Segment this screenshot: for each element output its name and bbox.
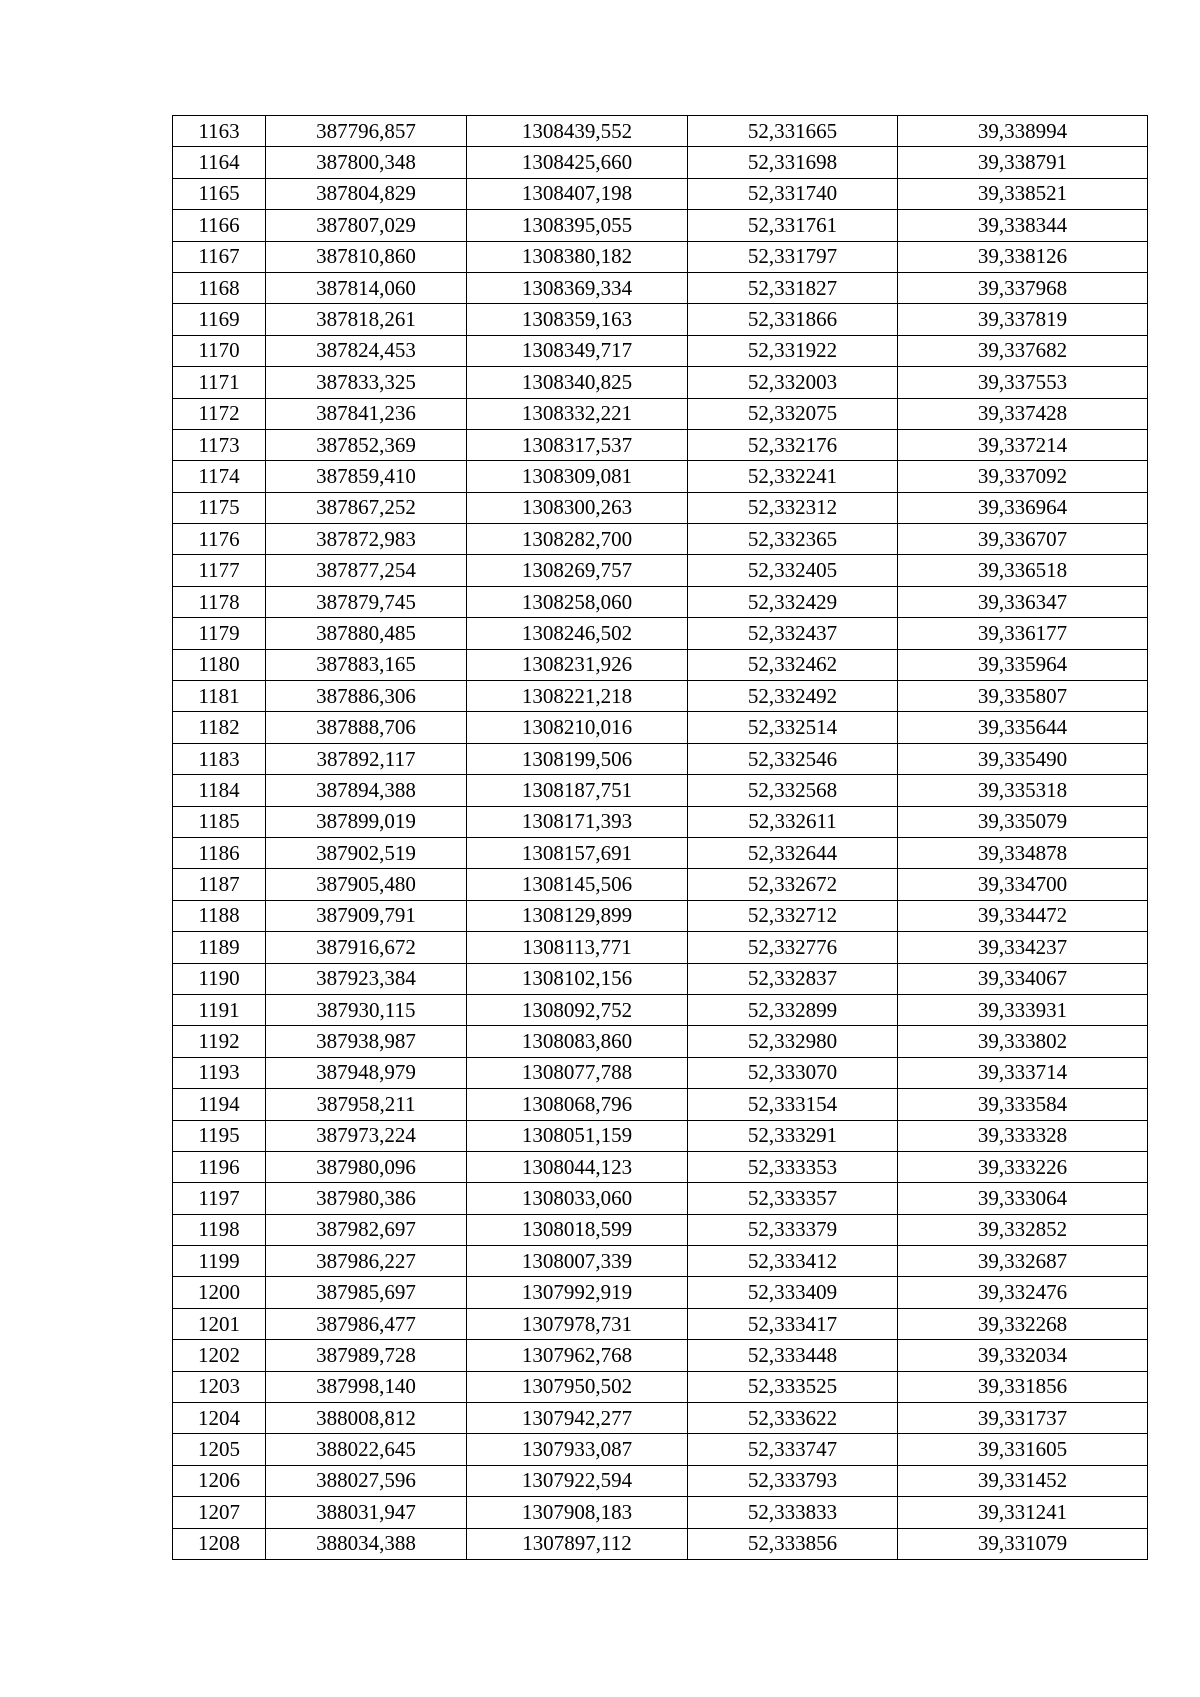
table-row [173,775,1148,806]
x-coordinate-cell: 388022,645 [266,1434,467,1465]
table-row [173,1183,1148,1214]
point-number-cell: 1170 [173,335,266,366]
point-number-cell: 1193 [173,1057,266,1088]
y-coordinate-cell: 1307992,919 [467,1277,688,1308]
longitude-cell: 39,337819 [898,304,1148,335]
x-coordinate-cell: 387909,791 [266,900,467,931]
y-coordinate-cell: 1307922,594 [467,1465,688,1496]
longitude-cell: 39,332034 [898,1340,1148,1371]
table-row [173,1057,1148,1088]
y-coordinate-cell: 1308102,156 [467,963,688,994]
x-coordinate-cell: 387930,115 [266,994,467,1025]
x-coordinate-cell: 387894,388 [266,775,467,806]
x-coordinate-cell: 388034,388 [266,1528,467,1559]
latitude-cell: 52,332429 [688,586,898,617]
y-coordinate-cell: 1308068,796 [467,1089,688,1120]
point-number-cell: 1206 [173,1465,266,1496]
x-coordinate-cell: 387973,224 [266,1120,467,1151]
x-coordinate-cell: 387867,252 [266,492,467,523]
longitude-cell: 39,335318 [898,775,1148,806]
point-number-cell: 1191 [173,994,266,1025]
longitude-cell: 39,335644 [898,712,1148,743]
y-coordinate-cell: 1308157,691 [467,837,688,868]
table-row [173,743,1148,774]
point-number-cell: 1177 [173,555,266,586]
point-number-cell: 1167 [173,241,266,272]
point-number-cell: 1196 [173,1151,266,1182]
y-coordinate-cell: 1308051,159 [467,1120,688,1151]
latitude-cell: 52,331922 [688,335,898,366]
latitude-cell: 52,332712 [688,900,898,931]
table-row [173,712,1148,743]
latitude-cell: 52,332492 [688,681,898,712]
point-number-cell: 1198 [173,1214,266,1245]
y-coordinate-cell: 1307942,277 [467,1403,688,1434]
x-coordinate-cell: 387833,325 [266,367,467,398]
point-number-cell: 1197 [173,1183,266,1214]
longitude-cell: 39,333584 [898,1089,1148,1120]
longitude-cell: 39,338521 [898,178,1148,209]
table-row [173,900,1148,931]
longitude-cell: 39,337214 [898,429,1148,460]
x-coordinate-cell: 387818,261 [266,304,467,335]
longitude-cell: 39,336347 [898,586,1148,617]
longitude-cell: 39,333931 [898,994,1148,1025]
y-coordinate-cell: 1308113,771 [467,932,688,963]
x-coordinate-cell: 387810,860 [266,241,467,272]
x-coordinate-cell: 387888,706 [266,712,467,743]
latitude-cell: 52,333154 [688,1089,898,1120]
point-number-cell: 1194 [173,1089,266,1120]
table-row [173,304,1148,335]
latitude-cell: 52,333448 [688,1340,898,1371]
y-coordinate-cell: 1308210,016 [467,712,688,743]
longitude-cell: 39,333802 [898,1026,1148,1057]
latitude-cell: 52,332899 [688,994,898,1025]
x-coordinate-cell: 387985,697 [266,1277,467,1308]
y-coordinate-cell: 1308395,055 [467,210,688,241]
point-number-cell: 1182 [173,712,266,743]
y-coordinate-cell: 1308359,163 [467,304,688,335]
x-coordinate-cell: 387880,485 [266,618,467,649]
latitude-cell: 52,333793 [688,1465,898,1496]
longitude-cell: 39,334700 [898,869,1148,900]
x-coordinate-cell: 387980,096 [266,1151,467,1182]
point-number-cell: 1173 [173,429,266,460]
y-coordinate-cell: 1308221,218 [467,681,688,712]
x-coordinate-cell: 387807,029 [266,210,467,241]
latitude-cell: 52,332546 [688,743,898,774]
x-coordinate-cell: 388031,947 [266,1497,467,1528]
table-row [173,1340,1148,1371]
point-number-cell: 1175 [173,492,266,523]
x-coordinate-cell: 387872,983 [266,524,467,555]
y-coordinate-cell: 1308269,757 [467,555,688,586]
table-row [173,932,1148,963]
point-number-cell: 1187 [173,869,266,900]
longitude-cell: 39,338344 [898,210,1148,241]
latitude-cell: 52,331866 [688,304,898,335]
table-row [173,1151,1148,1182]
point-number-cell: 1169 [173,304,266,335]
point-number-cell: 1202 [173,1340,266,1371]
longitude-cell: 39,331605 [898,1434,1148,1465]
table-row [173,398,1148,429]
x-coordinate-cell: 387986,227 [266,1246,467,1277]
y-coordinate-cell: 1308007,339 [467,1246,688,1277]
longitude-cell: 39,336707 [898,524,1148,555]
y-coordinate-cell: 1307933,087 [467,1434,688,1465]
table-row [173,178,1148,209]
point-number-cell: 1186 [173,837,266,868]
latitude-cell: 52,332241 [688,461,898,492]
latitude-cell: 52,333412 [688,1246,898,1277]
latitude-cell: 52,332365 [688,524,898,555]
latitude-cell: 52,332980 [688,1026,898,1057]
longitude-cell: 39,334472 [898,900,1148,931]
y-coordinate-cell: 1308145,506 [467,869,688,900]
x-coordinate-cell: 387879,745 [266,586,467,617]
point-number-cell: 1205 [173,1434,266,1465]
table-row [173,1214,1148,1245]
longitude-cell: 39,338994 [898,116,1148,147]
y-coordinate-cell: 1308246,502 [467,618,688,649]
longitude-cell: 39,338126 [898,241,1148,272]
y-coordinate-cell: 1308231,926 [467,649,688,680]
table-row [173,1371,1148,1402]
point-number-cell: 1203 [173,1371,266,1402]
longitude-cell: 39,331241 [898,1497,1148,1528]
point-number-cell: 1185 [173,806,266,837]
longitude-cell: 39,335964 [898,649,1148,680]
point-number-cell: 1174 [173,461,266,492]
longitude-cell: 39,333328 [898,1120,1148,1151]
x-coordinate-cell: 387886,306 [266,681,467,712]
latitude-cell: 52,333833 [688,1497,898,1528]
x-coordinate-cell: 387948,979 [266,1057,467,1088]
latitude-cell: 52,331797 [688,241,898,272]
longitude-cell: 39,331856 [898,1371,1148,1402]
table-row [173,272,1148,303]
longitude-cell: 39,331079 [898,1528,1148,1559]
y-coordinate-cell: 1308077,788 [467,1057,688,1088]
point-number-cell: 1195 [173,1120,266,1151]
table-row [173,586,1148,617]
x-coordinate-cell: 387892,117 [266,743,467,774]
table-row [173,147,1148,178]
latitude-cell: 52,333353 [688,1151,898,1182]
point-number-cell: 1207 [173,1497,266,1528]
point-number-cell: 1204 [173,1403,266,1434]
longitude-cell: 39,334878 [898,837,1148,868]
latitude-cell: 52,332075 [688,398,898,429]
x-coordinate-cell: 387852,369 [266,429,467,460]
y-coordinate-cell: 1308258,060 [467,586,688,617]
latitude-cell: 52,331761 [688,210,898,241]
x-coordinate-cell: 387916,672 [266,932,467,963]
y-coordinate-cell: 1308092,752 [467,994,688,1025]
table-row [173,1026,1148,1057]
longitude-cell: 39,332852 [898,1214,1148,1245]
longitude-cell: 39,336177 [898,618,1148,649]
latitude-cell: 52,332568 [688,775,898,806]
latitude-cell: 52,331740 [688,178,898,209]
y-coordinate-cell: 1308033,060 [467,1183,688,1214]
y-coordinate-cell: 1308199,506 [467,743,688,774]
table-row [173,1277,1148,1308]
latitude-cell: 52,333357 [688,1183,898,1214]
table-row [173,1497,1148,1528]
point-number-cell: 1164 [173,147,266,178]
table-row [173,1246,1148,1277]
table-row [173,241,1148,272]
latitude-cell: 52,333070 [688,1057,898,1088]
point-number-cell: 1165 [173,178,266,209]
x-coordinate-cell: 387902,519 [266,837,467,868]
longitude-cell: 39,336964 [898,492,1148,523]
y-coordinate-cell: 1307978,731 [467,1308,688,1339]
x-coordinate-cell: 387998,140 [266,1371,467,1402]
x-coordinate-cell: 387989,728 [266,1340,467,1371]
x-coordinate-cell: 387859,410 [266,461,467,492]
latitude-cell: 52,333622 [688,1403,898,1434]
point-number-cell: 1180 [173,649,266,680]
table-row [173,806,1148,837]
longitude-cell: 39,337428 [898,398,1148,429]
x-coordinate-cell: 387814,060 [266,272,467,303]
longitude-cell: 39,334237 [898,932,1148,963]
coordinates-table-body [173,116,1148,1560]
x-coordinate-cell: 387905,480 [266,869,467,900]
y-coordinate-cell: 1308380,182 [467,241,688,272]
table-row [173,1434,1148,1465]
table-row [173,994,1148,1025]
latitude-cell: 52,332462 [688,649,898,680]
y-coordinate-cell: 1308282,700 [467,524,688,555]
table-row [173,1465,1148,1496]
point-number-cell: 1188 [173,900,266,931]
longitude-cell: 39,335079 [898,806,1148,837]
latitude-cell: 52,332672 [688,869,898,900]
table-row [173,1089,1148,1120]
x-coordinate-cell: 387980,386 [266,1183,467,1214]
y-coordinate-cell: 1308171,393 [467,806,688,837]
latitude-cell: 52,333379 [688,1214,898,1245]
latitude-cell: 52,332437 [688,618,898,649]
x-coordinate-cell: 387883,165 [266,649,467,680]
table-row [173,367,1148,398]
coordinates-table [172,115,1148,1560]
latitude-cell: 52,332514 [688,712,898,743]
latitude-cell: 52,332644 [688,837,898,868]
latitude-cell: 52,331698 [688,147,898,178]
table-row [173,681,1148,712]
latitude-cell: 52,332003 [688,367,898,398]
table-row [173,1528,1148,1559]
x-coordinate-cell: 387982,697 [266,1214,467,1245]
longitude-cell: 39,337682 [898,335,1148,366]
longitude-cell: 39,331452 [898,1465,1148,1496]
longitude-cell: 39,335490 [898,743,1148,774]
latitude-cell: 52,332611 [688,806,898,837]
longitude-cell: 39,337092 [898,461,1148,492]
x-coordinate-cell: 388027,596 [266,1465,467,1496]
x-coordinate-cell: 387899,019 [266,806,467,837]
table-row [173,116,1148,147]
y-coordinate-cell: 1307908,183 [467,1497,688,1528]
table-row [173,618,1148,649]
point-number-cell: 1179 [173,618,266,649]
latitude-cell: 52,331665 [688,116,898,147]
latitude-cell: 52,332176 [688,429,898,460]
y-coordinate-cell: 1308369,334 [467,272,688,303]
longitude-cell: 39,338791 [898,147,1148,178]
y-coordinate-cell: 1308439,552 [467,116,688,147]
y-coordinate-cell: 1308083,860 [467,1026,688,1057]
y-coordinate-cell: 1308425,660 [467,147,688,178]
latitude-cell: 52,333525 [688,1371,898,1402]
latitude-cell: 52,332837 [688,963,898,994]
point-number-cell: 1189 [173,932,266,963]
x-coordinate-cell: 388008,812 [266,1403,467,1434]
longitude-cell: 39,332687 [898,1246,1148,1277]
latitude-cell: 52,333856 [688,1528,898,1559]
table-row [173,335,1148,366]
y-coordinate-cell: 1308317,537 [467,429,688,460]
point-number-cell: 1201 [173,1308,266,1339]
x-coordinate-cell: 387923,384 [266,963,467,994]
longitude-cell: 39,333714 [898,1057,1148,1088]
y-coordinate-cell: 1307950,502 [467,1371,688,1402]
longitude-cell: 39,337553 [898,367,1148,398]
y-coordinate-cell: 1308044,123 [467,1151,688,1182]
latitude-cell: 52,333747 [688,1434,898,1465]
table-row [173,1308,1148,1339]
point-number-cell: 1184 [173,775,266,806]
table-row [173,837,1148,868]
table-row [173,492,1148,523]
x-coordinate-cell: 387958,211 [266,1089,467,1120]
table-row [173,429,1148,460]
x-coordinate-cell: 387800,348 [266,147,467,178]
point-number-cell: 1192 [173,1026,266,1057]
point-number-cell: 1176 [173,524,266,555]
y-coordinate-cell: 1308332,221 [467,398,688,429]
longitude-cell: 39,333226 [898,1151,1148,1182]
point-number-cell: 1183 [173,743,266,774]
point-number-cell: 1178 [173,586,266,617]
y-coordinate-cell: 1307897,112 [467,1528,688,1559]
latitude-cell: 52,332776 [688,932,898,963]
point-number-cell: 1190 [173,963,266,994]
latitude-cell: 52,333417 [688,1308,898,1339]
point-number-cell: 1208 [173,1528,266,1559]
latitude-cell: 52,332312 [688,492,898,523]
table-row [173,461,1148,492]
table-row [173,963,1148,994]
longitude-cell: 39,336518 [898,555,1148,586]
point-number-cell: 1163 [173,116,266,147]
y-coordinate-cell: 1308187,751 [467,775,688,806]
table-row [173,210,1148,241]
longitude-cell: 39,335807 [898,681,1148,712]
latitude-cell: 52,332405 [688,555,898,586]
point-number-cell: 1166 [173,210,266,241]
longitude-cell: 39,331737 [898,1403,1148,1434]
point-number-cell: 1200 [173,1277,266,1308]
longitude-cell: 39,333064 [898,1183,1148,1214]
longitude-cell: 39,332268 [898,1308,1148,1339]
point-number-cell: 1168 [173,272,266,303]
table-row [173,869,1148,900]
point-number-cell: 1172 [173,398,266,429]
longitude-cell: 39,337968 [898,272,1148,303]
table-row [173,1403,1148,1434]
table-row [173,649,1148,680]
point-number-cell: 1181 [173,681,266,712]
latitude-cell: 52,333409 [688,1277,898,1308]
x-coordinate-cell: 387804,829 [266,178,467,209]
longitude-cell: 39,334067 [898,963,1148,994]
longitude-cell: 39,332476 [898,1277,1148,1308]
y-coordinate-cell: 1308349,717 [467,335,688,366]
table-row [173,555,1148,586]
x-coordinate-cell: 387986,477 [266,1308,467,1339]
y-coordinate-cell: 1308340,825 [467,367,688,398]
y-coordinate-cell: 1308407,198 [467,178,688,209]
table-row [173,1120,1148,1151]
y-coordinate-cell: 1308309,081 [467,461,688,492]
y-coordinate-cell: 1308018,599 [467,1214,688,1245]
x-coordinate-cell: 387796,857 [266,116,467,147]
latitude-cell: 52,331827 [688,272,898,303]
latitude-cell: 52,333291 [688,1120,898,1151]
y-coordinate-cell: 1308129,899 [467,900,688,931]
y-coordinate-cell: 1308300,263 [467,492,688,523]
x-coordinate-cell: 387824,453 [266,335,467,366]
x-coordinate-cell: 387938,987 [266,1026,467,1057]
x-coordinate-cell: 387841,236 [266,398,467,429]
x-coordinate-cell: 387877,254 [266,555,467,586]
table-row [173,524,1148,555]
y-coordinate-cell: 1307962,768 [467,1340,688,1371]
point-number-cell: 1171 [173,367,266,398]
point-number-cell: 1199 [173,1246,266,1277]
